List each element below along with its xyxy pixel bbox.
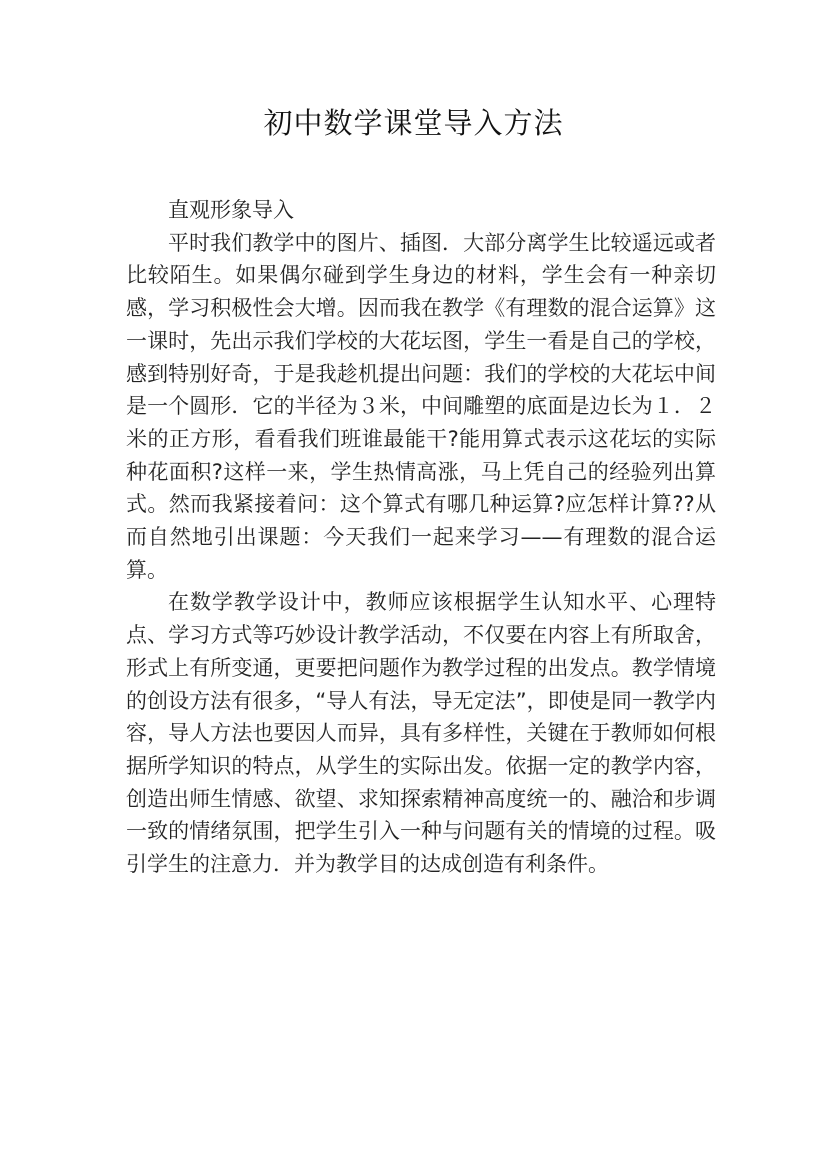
document-title: 初中数学课堂导入方法 [263,106,564,140]
section-heading: 直观形象导入 [168,198,294,222]
body-paragraph-2: 在数学教学设计中，教师应该根据学生认知水平、心理特点、学习方式等巧妙设计教学活动，不仅要在内容上有所取舍，形式上有所变通，更要把问题作为教学过程的出发点。教学情境的创设方法有很多，“导人有法，导无定法”，即使是同一教学内容，导人方法也要因人而异，具有多样性，关键在于教师如何根据所学知识的特点，从学生的实际出发。依据一定的教学内容，创造出师生情感、欲望、求知探索精神高度统一的、融洽和步调一致的情绪氛围，把学生引入一种与问题有关的情境的过程。吸引学生的注意力．并为教学目的达成创造有利条件。 [126,590,716,877]
body-paragraph-1: 平时我们教学中的图片、插图．大部分离学生比较遥远或者比较陌生。如果偶尔碰到学生身边的材料，学生会有一种亲切感，学习积极性会大增。因而我在教学《有理数的混合运算》这一课时，先出示我们学校的大花坛图，学生一看是自己的学校，感到特别好奇，于是我趁机提出问题：我们的学校的大花坛中间是一个圆形．它的半径为３米，中间雕塑的底面是边长为１．２米的正方形，看看我们班谁最能干?能用算式表示这花坛的实际种花面积?这样一来，学生热情高涨，马上凭自己的经验列出算式。然而我紧接着问：这个算式有哪几种运算?应怎样计算??从而自然地引出课题：今天我们一起来学习——有理数的混合运算。 [126,230,716,582]
document-body [126,194,716,881]
